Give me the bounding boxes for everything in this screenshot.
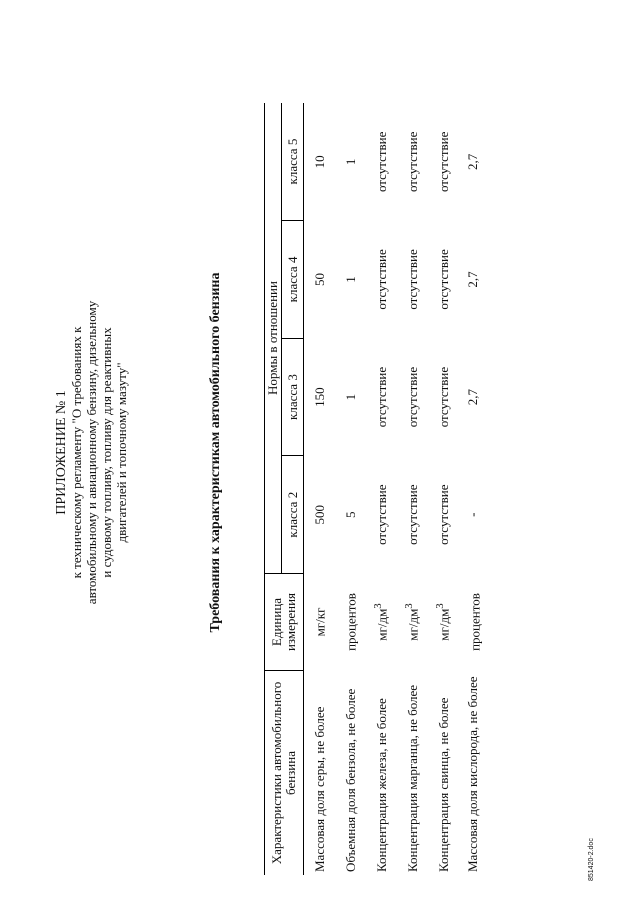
header-class-4: класса 4 <box>282 221 304 339</box>
row-value: отсутствие <box>435 249 451 310</box>
header-characteristic: Характеристики автомобильного бензина <box>265 671 304 876</box>
row-value: отсутствие <box>404 366 420 428</box>
file-name-footer: 851420-2.doc <box>588 838 595 881</box>
row-value: отсутствие <box>435 366 451 428</box>
row-value: 2,7 <box>465 271 480 288</box>
heading-line: и судовому топливу, топливу для реактивных <box>99 327 114 578</box>
row-value: 2,7 <box>465 388 480 406</box>
table-title: Требования к характеристикам автомобильного бензина <box>208 272 223 633</box>
row-value: отсутствие <box>404 131 420 193</box>
row-unit: $мг/дм^3$ <box>434 603 452 641</box>
row-unit: мг/кг <box>312 607 328 637</box>
row-value: 150 <box>311 387 327 407</box>
row-value: 2,7 <box>465 153 480 170</box>
row-unit: процентов <box>467 593 483 651</box>
header-class-5: класса 5 <box>282 103 304 221</box>
row-unit: $мг/дм^3$ <box>403 603 421 641</box>
heading-line: к техническому регламенту "О требованиях к <box>69 326 84 579</box>
heading-line: двигателей и топочному мазуту" <box>114 362 129 543</box>
header-norms: Нормы в отношении <box>265 103 282 574</box>
row-unit: $мг/дм^3$ <box>372 603 390 641</box>
row-value: 50 <box>311 272 327 286</box>
heading-line: автомобильному и авиационному бензину, дизельному <box>84 300 99 605</box>
row-characteristic: Концентрация свинца, не более <box>436 697 451 872</box>
header-unit: Единица измерения <box>265 574 304 671</box>
row-value: отсутствие <box>373 484 389 545</box>
row-value: отсутствие <box>435 484 451 545</box>
table-row <box>304 103 336 875</box>
row-characteristic: Массовая доля кислорода, не более <box>465 676 480 872</box>
requirements-table <box>264 103 505 875</box>
row-value: отсутствие <box>373 366 389 428</box>
row-value: отсутствие <box>404 484 420 545</box>
row-value: отсутствие <box>373 131 389 193</box>
document-heading <box>54 0 129 905</box>
table-row <box>428 103 459 875</box>
row-value: - <box>465 512 480 517</box>
row-value: 5 <box>342 511 358 518</box>
table-row <box>397 103 428 875</box>
header-class-2: класса 2 <box>282 456 304 574</box>
row-value: 1 <box>342 158 358 166</box>
row-value: 1 <box>342 276 358 283</box>
row-value: отсутствие <box>435 131 451 193</box>
row-characteristic: Массовая доля серы, не более <box>312 706 327 872</box>
table-row <box>459 103 505 875</box>
header-class-3: класса 3 <box>282 338 304 456</box>
appendix-number: ПРИЛОЖЕНИЕ № 1 <box>54 390 69 515</box>
row-value: 500 <box>311 504 327 525</box>
row-value: 10 <box>311 155 327 169</box>
row-unit: процентов <box>343 593 359 651</box>
row-characteristic: Концентрация марганца, не более <box>405 684 420 872</box>
row-characteristic: Объемная доля бензола, не более <box>343 688 358 872</box>
table-row <box>335 103 366 875</box>
row-value: отсутствие <box>373 249 389 310</box>
row-value: 1 <box>342 393 358 401</box>
row-value: отсутствие <box>404 249 420 310</box>
table-row <box>366 103 397 875</box>
row-characteristic: Концентрация железа, не более <box>374 698 389 872</box>
